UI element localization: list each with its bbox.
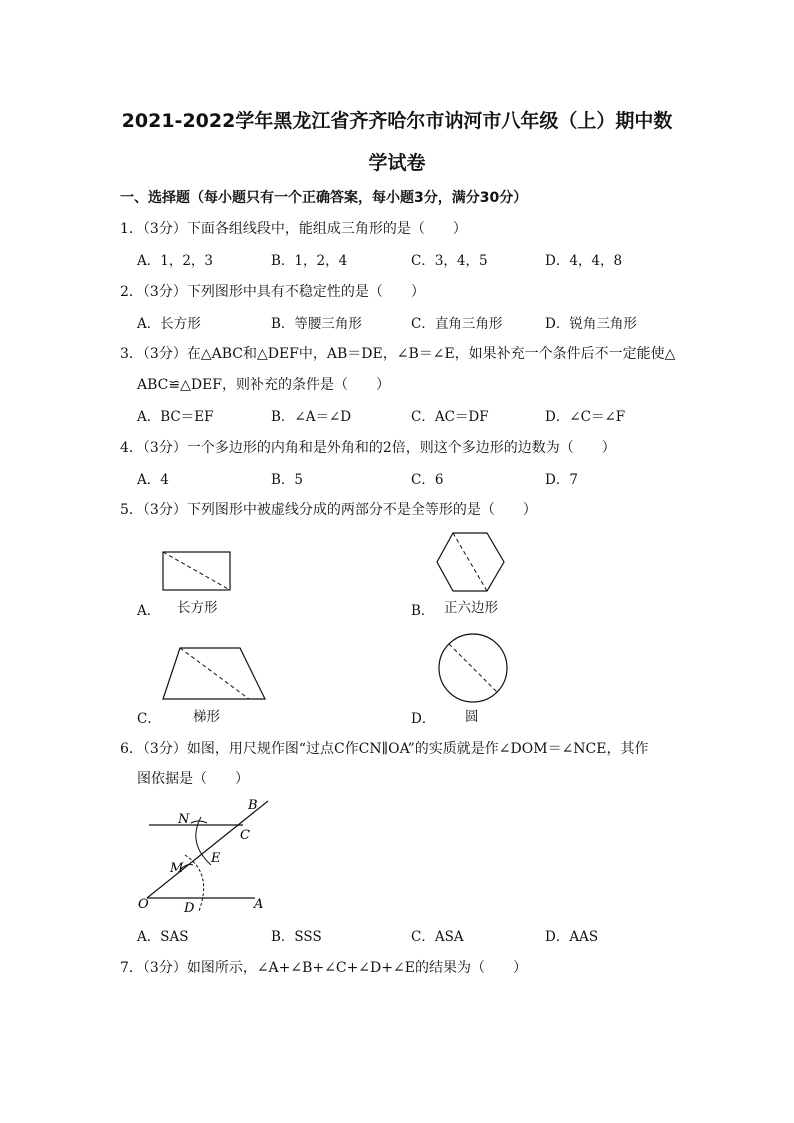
q5-option-d-letter: D．: [411, 711, 436, 727]
q6-option-b: B．SSS: [271, 929, 322, 945]
question-1-stem: 1．（3分）下面各组线段中，能组成三角形的是（ ）: [120, 221, 467, 237]
label-a: A: [254, 897, 264, 912]
q3-option-d: D．∠C＝∠F: [545, 409, 626, 425]
q4-option-d: D．7: [545, 472, 578, 488]
q2-option-b: B．等腰三角形: [271, 316, 362, 332]
section-header: 一、选择题（每小题只有一个正确答案，每小题3分，满分30分）: [120, 190, 528, 206]
question-4-stem: 4．（3分）一个多边形的内角和是外角和的2倍，则这个多边形的边数为（ ）: [120, 440, 616, 456]
question-5-stem: 5．（3分）下列图形中被虚线分成的两部分不是全等形的是（ ）: [120, 502, 537, 518]
label-d: D: [184, 901, 195, 916]
label-c: C: [240, 828, 250, 843]
q1-option-a: A．1，2，3: [137, 253, 214, 269]
hexagon-caption: 正六边形: [444, 600, 498, 616]
question-6-stem-line2: 图依据是（ ）: [137, 771, 249, 787]
label-n: N: [178, 812, 190, 827]
q6-option-c: C．ASA: [411, 929, 464, 945]
page-title-line2: 学试卷: [368, 152, 426, 174]
question-3-stem-line2: ABC≌△DEF，则补充的条件是（ ）: [137, 377, 391, 393]
rectangle-caption: 长方形: [177, 600, 218, 616]
q4-option-b: B．5: [271, 472, 304, 488]
q2-option-c: C．直角三角形: [411, 316, 503, 332]
q4-option-c: C．6: [411, 472, 444, 488]
q1-option-b: B．1，2，4: [271, 253, 348, 269]
q4-option-a: A．4: [137, 472, 169, 488]
q3-option-b: B．∠A＝∠D: [271, 409, 352, 425]
label-m: M: [170, 861, 184, 876]
trapezoid-figure: [160, 644, 268, 702]
page-title-line1: 2021-2022学年黑龙江省齐齐哈尔市讷河市八年级（上）期中数: [121, 110, 673, 132]
q3-option-a: A．BC＝EF: [137, 409, 214, 425]
q6-option-a: A．SAS: [137, 929, 189, 945]
circle-caption: 圆: [465, 709, 479, 725]
label-e: E: [211, 851, 221, 866]
question-3-stem-line1: 3．（3分）在△ABC和△DEF中，AB＝DE，∠B＝∠E，如果补充一个条件后不一定能使△: [120, 346, 676, 362]
label-o: O: [138, 897, 149, 912]
q5-option-a-letter: A．: [137, 603, 161, 619]
circle-figure: [436, 631, 510, 705]
compass-construction-figure: [135, 793, 275, 918]
q5-option-c-letter: C．: [137, 711, 161, 727]
hexagon-figure: [435, 530, 507, 594]
question-7-stem: 7．（3分）如图所示，∠A+∠B+∠C+∠D+∠E的结果为（ ）: [120, 960, 527, 976]
q1-option-d: D．4，4，8: [545, 253, 623, 269]
rectangle-figure: [160, 548, 234, 594]
q2-option-d: D．锐角三角形: [545, 316, 637, 332]
q2-option-a: A．长方形: [137, 316, 201, 332]
q6-option-d: D．AAS: [545, 929, 599, 945]
question-2-stem: 2．（3分）下列图形中具有不稳定性的是（ ）: [120, 284, 425, 300]
q1-option-c: C．3，4，5: [411, 253, 488, 269]
trapezoid-caption: 梯形: [193, 709, 220, 725]
question-6-stem-line1: 6．（3分）如图，用尺规作图“过点C作CN∥OA”的实质就是作∠DOM＝∠NCE，其作: [120, 741, 649, 757]
label-b: B: [248, 798, 258, 813]
q5-option-b-letter: B．: [411, 603, 435, 619]
q3-option-c: C．AC＝DF: [411, 409, 489, 425]
